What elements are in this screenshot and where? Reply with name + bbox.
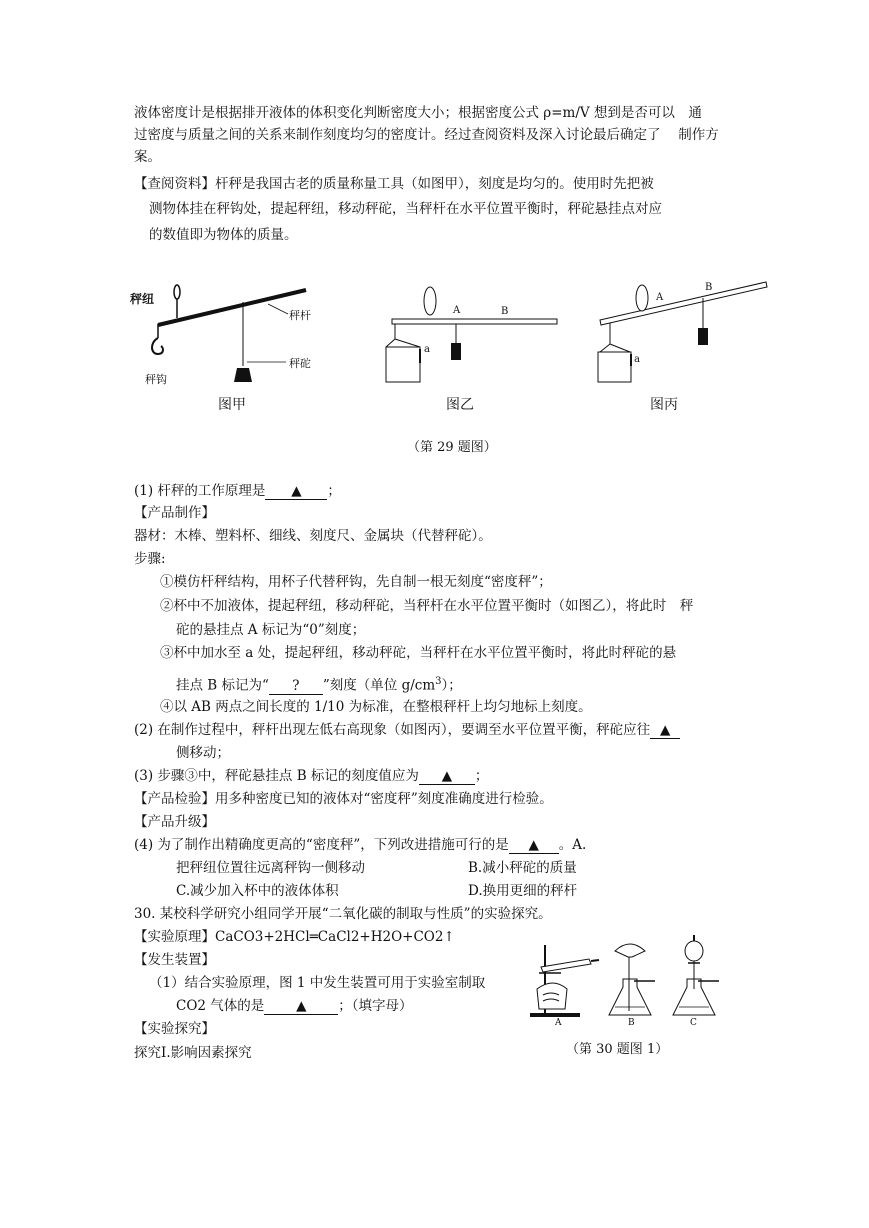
research-line-3: 的数值即为物体的质量。 [149,227,298,243]
q30-question-1a: （1）结合实验原理，图 1 中发生装置可用于实验室制取 [149,975,486,991]
label-tuo: 秤砣 [289,357,311,370]
step-3b-end: ）； [441,677,462,694]
figure-30-label-B: B [628,1018,635,1028]
intro-line-1: 液体密度计是根据排开液体的体积变化判断密度大小；根据密度公式 ρ=m/V 想到是否可以 通 [134,105,702,121]
label-gan: 秤杆 [289,309,311,322]
label-yi-A: A [453,305,461,316]
q30-blank[interactable]: ▲ [264,999,338,1015]
research-line-1: 【查阅资料】杆秤是我国古老的质量称量工具（如图甲），刻度是均匀的。使用时先把被 [134,176,654,192]
research-line-2: 测物体挂在秤钩处，提起秤纽，移动秤砣，当秤杆在水平位置平衡时，秤砣悬挂点对应 [149,201,662,217]
step-2a: ②杯中不加液体，提起秤纽，移动秤砣，当秤杆在水平位置平衡时（如图乙），将此时 秤 [160,598,694,614]
q30-explore: 【实验探究】 [134,1021,215,1037]
q4-option-b: B.减小秤砣的质量 [468,860,577,876]
caption-jia: 图甲 [218,397,246,413]
q30-device: 【发生装置】 [134,952,215,968]
q2-text: (2) 在制作过程中，秤杆出现左低右高现象（如图丙），要调至水平位置平衡，秤砣应往 [134,722,651,738]
question-2b: 侧移动； [176,745,230,761]
caption-bing: 图丙 [650,397,678,413]
label-yi-B: B [501,306,509,317]
step-3a: ③杯中加水至 a 处，提起秤纽，移动秤砣，当秤杆在水平位置平衡时，将此时秤砣的悬 [160,645,677,661]
q1-end: ； [327,483,341,499]
question-3 [134,767,488,785]
label-niu: 秤纽 [130,292,155,306]
figure-bing-tilted [594,278,774,388]
question-2a [134,721,680,739]
q30-q1b-end: ；（填字母） [338,998,413,1014]
q3-text: (3) 步骤③中，秤砣悬挂点 B 标记的刻度值应为 [134,768,419,784]
step-2b: 砣的悬挂点 A 标记为“0”刻度； [176,622,366,638]
upgrade-heading: 【产品升级】 [134,814,215,830]
q1-blank[interactable]: ▲ [265,484,327,500]
caption-yi: 图乙 [446,397,474,413]
step-3b-blank[interactable]: ? [269,679,323,695]
step-3b [176,673,462,695]
q30-explore-1: 探究Ⅰ.影响因素探究 [134,1045,252,1061]
figure-yi-balanced [380,283,560,389]
q1-text: (1) 杆秤的工作原理是 [134,483,266,499]
check-line: 【产品检验】用多种密度已知的液体对“密度秤”刻度准确度进行检验。 [134,791,553,807]
question-4 [134,836,586,854]
label-bing-B: B [705,282,713,293]
q4-blank[interactable]: ▲ [509,838,559,854]
q4-text: (4) 为了制作出精确度更高的“密度秤”，下列改进措施可行的是 [134,837,509,853]
figure-30-apparatus [525,933,745,1025]
q3-end: ； [474,768,489,784]
step-3b-post: ”刻度（单位 g/cm [322,677,436,694]
figure-29-caption: （第 29 题图） [407,440,497,455]
make-steps-label: 步骤: [134,551,166,567]
label-yi-a: a [424,344,430,355]
question-1 [134,482,341,500]
figure-30-label-C: C [690,1018,697,1028]
q2-blank[interactable]: ▲ [650,723,680,739]
label-gou: 秤钩 [145,373,167,386]
q30-question-1b [176,997,413,1015]
q4-option-c: C.减少加入杯中的液体体积 [176,883,339,899]
figure-30-caption: （第 30 题图 1） [566,1042,669,1057]
make-equipment: 器材：木棒、塑料杯、细线、刻度尺、金属块（代替秤砣）。 [134,528,492,544]
q4-option-d: D.换用更细的秤杆 [468,883,578,899]
q4-option-a: 把秤纽位置往远离秤钩一侧移动 [176,860,365,876]
step-3b-pre: 挂点 B 标记为“ [176,677,269,694]
step-1: ①模仿杆秤结构，用杯子代替秤钩，先自制一根无刻度“密度秤”； [160,574,552,590]
step-3b-sup: 3 [435,676,442,687]
label-bing-a: a [634,354,640,365]
figure-30-label-A: A [555,1018,562,1028]
label-bing-A: A [656,292,664,303]
q4-end: 。A. [558,837,587,853]
intro-line-3: 案。 [134,149,161,165]
q30-q1b-text: CO2 气体的是 [176,998,265,1014]
q3-blank[interactable]: ▲ [419,769,475,785]
make-heading: 【产品制作】 [134,505,215,521]
q30-title: 30. 某校科学研究小组同学开展“二氧化碳的制取与性质”的实验探究。 [134,906,552,922]
q30-principle: 【实验原理】CaCO3+2HCl═CaCl2+H2O+CO2↑ [134,929,455,945]
intro-line-2: 过密度与质量之间的关系来制作刻度均匀的密度计。经过查阅资料及深入讨论最后确定了 制作方 [134,127,719,143]
step-4: ④以 AB 两点之间长度的 1/10 为标准，在整根秤杆上均匀地标上刻度。 [160,699,592,715]
